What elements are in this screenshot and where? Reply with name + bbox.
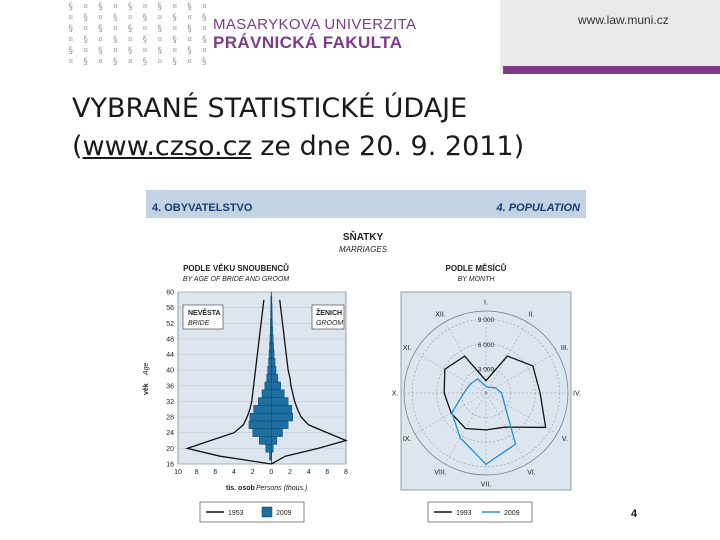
pyramid-bar-groom-2009 bbox=[271, 437, 277, 445]
pyramid-y-tick-label: 52 bbox=[166, 320, 174, 328]
pyramid-bar-groom-2009 bbox=[271, 382, 280, 390]
pyramid-y-tick-label: 20 bbox=[166, 445, 174, 453]
pyramid-bar-bride-2009 bbox=[262, 390, 271, 398]
pyramid-bar-bride-2009 bbox=[265, 382, 272, 390]
pyramid-bar-groom-2009 bbox=[271, 327, 272, 335]
pyramid-x-tick-label: 8 bbox=[194, 469, 199, 476]
pyramid-y-tick-label: 44 bbox=[166, 352, 174, 360]
pyramid-y-tick-label: 60 bbox=[166, 289, 174, 297]
pyramid-legend-1953: 1953 bbox=[228, 510, 244, 517]
header-accent-bar bbox=[503, 66, 720, 74]
bride-label-en: BRIDE bbox=[188, 320, 210, 327]
pyramid-y-tick-label: 56 bbox=[166, 305, 174, 313]
pyramid-bar-bride-2009 bbox=[269, 351, 271, 359]
pyramid-bar-groom-2009 bbox=[271, 343, 273, 351]
pyramid-x-tick-label: 2 bbox=[288, 469, 292, 476]
czso-link[interactable]: www.czso.cz bbox=[82, 131, 252, 162]
title-date: ze dne 20. 9. 2011) bbox=[251, 131, 525, 162]
pyramid-x-tick-label: 6 bbox=[213, 469, 218, 476]
title-paren: ( bbox=[72, 131, 83, 162]
pyramid-bar-groom-2009 bbox=[271, 429, 282, 437]
pyramid-bar-groom-2009 bbox=[271, 296, 272, 304]
pyramid-x-tick-label: 2 bbox=[250, 469, 255, 476]
radar-month-label: VIII. bbox=[434, 469, 447, 477]
page-number: 4 bbox=[631, 508, 638, 520]
pyramid-y-tick-label: 36 bbox=[166, 383, 174, 391]
university-name: MASARYKOVA UNIVERZITA bbox=[213, 16, 417, 33]
slide-title bbox=[72, 90, 524, 166]
pyramid-bar-bride-2009 bbox=[270, 335, 271, 343]
pyramid-bar-bride-2009 bbox=[259, 437, 271, 445]
pyramid-bar-groom-2009 bbox=[271, 358, 275, 366]
pyramid-bar-bride-2009 bbox=[253, 429, 272, 437]
radar-month-label: X. bbox=[391, 390, 399, 398]
pyramid-bar-bride-2009 bbox=[266, 444, 272, 452]
university-logo-icon: § ¤ § ¤ § ¤ § ¤ ¤ § ¤ § ¤ § ¤ § § ¤ § ¤ § ¤ § ¤ ¤ § ¤ § ¤ § ¤ § § ¤ § ¤ § ¤ § ¤ ¤ § ¤ § ¤ § ¤ § bbox=[68, 2, 180, 67]
section-left-label: 4. OBYVATELSTVO bbox=[152, 202, 253, 214]
site-url[interactable]: www.law.muni.cz bbox=[578, 13, 669, 27]
pyramid-bar-groom-2009 bbox=[271, 304, 272, 312]
section-right-label: 4. POPULATION bbox=[496, 202, 580, 214]
pyramid-xlabel: tis. osob bbox=[226, 485, 255, 492]
radar-month-label: II. bbox=[528, 311, 535, 319]
figure-subtitle: MARRIAGES bbox=[338, 245, 388, 254]
pyramid-x-tick-label: 10 bbox=[174, 469, 182, 476]
groom-label: ŽENICH bbox=[316, 310, 343, 317]
figure-title: SŇATKY bbox=[342, 232, 384, 243]
bride-label: NEVĚSTA bbox=[188, 310, 221, 317]
marriages-figure bbox=[143, 190, 586, 540]
pyramid-bar-groom-2009 bbox=[271, 413, 292, 421]
groom-label-en: GROOM bbox=[316, 320, 344, 327]
pyramid-ylabel: věk bbox=[143, 383, 150, 395]
pyramid-y-tick-label: 16 bbox=[166, 461, 174, 469]
pyramid-bar-bride-2009 bbox=[269, 358, 272, 366]
pyramid-bar-bride-2009 bbox=[269, 452, 271, 460]
radar-month-label: VI. bbox=[527, 469, 536, 477]
pyramid-subtitle: BY AGE OF BRIDE AND GROOM bbox=[182, 276, 290, 283]
radar-legend-2009: 2009 bbox=[504, 510, 520, 517]
pyramid-bar-bride-2009 bbox=[254, 405, 272, 413]
pyramid-bar-groom-2009 bbox=[271, 366, 276, 374]
pyramid-y-tick-label: 48 bbox=[166, 336, 174, 344]
radar-month-label: III. bbox=[560, 345, 569, 352]
pyramid-bar-groom-2009 bbox=[271, 335, 273, 343]
faculty-name: PRÁVNICKÁ FAKULTA bbox=[213, 33, 403, 52]
radar-month-label: VII. bbox=[480, 481, 492, 489]
pyramid-bar-groom-2009 bbox=[271, 444, 273, 452]
pyramid-bar-groom-2009 bbox=[271, 398, 288, 406]
pyramid-bar-groom-2009 bbox=[271, 421, 288, 429]
pyramid-x-tick-label: 0 bbox=[269, 469, 274, 476]
pyramid-x-tick-label: 4 bbox=[306, 469, 311, 476]
radar-month-label: V. bbox=[561, 436, 568, 443]
radar-month-label: IV. bbox=[573, 390, 581, 398]
pyramid-y-tick-label: 28 bbox=[166, 414, 174, 422]
pyramid-bar-bride-2009 bbox=[269, 343, 271, 351]
pyramid-xlabel-en: Persons (thous.) bbox=[256, 485, 308, 492]
slide-title-line1: VYBRANÉ STATISTICKÉ ÚDAJE bbox=[72, 93, 468, 124]
pyramid-y-tick-label: 24 bbox=[166, 430, 174, 438]
pyramid-bar-bride-2009 bbox=[250, 413, 271, 421]
radar-subtitle: BY MONTH bbox=[457, 276, 495, 283]
pyramid-bar-groom-2009 bbox=[271, 405, 292, 413]
radar-ring-label: 3 000 bbox=[477, 366, 495, 374]
radar-month-label: XII. bbox=[435, 311, 446, 319]
radar-month-label: IX. bbox=[402, 436, 412, 443]
radar-ring-label: 6 000 bbox=[477, 341, 495, 349]
pyramid-x-tick-label: 6 bbox=[325, 469, 330, 476]
radar-ring-label: 9 000 bbox=[477, 317, 495, 325]
pyramid-bar-bride-2009 bbox=[249, 421, 271, 429]
pyramid-ylabel-en: Age bbox=[143, 362, 150, 375]
legend-2009-swatch bbox=[262, 507, 272, 517]
radar-month-label: I. bbox=[484, 299, 488, 307]
pyramid-bar-groom-2009 bbox=[271, 312, 272, 320]
radar-month-label: XI. bbox=[402, 345, 412, 352]
pyramid-bar-bride-2009 bbox=[267, 374, 272, 382]
pyramid-bar-bride-2009 bbox=[258, 398, 271, 406]
pyramid-bar-groom-2009 bbox=[271, 390, 284, 398]
radar-title: PODLE MĚSÍCŮ bbox=[445, 264, 507, 273]
pyramid-legend-2009: 2009 bbox=[276, 510, 292, 517]
pyramid-x-tick-label: 8 bbox=[344, 469, 348, 476]
pyramid-bar-groom-2009 bbox=[271, 351, 274, 359]
pyramid-x-tick-label: 4 bbox=[232, 469, 236, 476]
radar-legend-1993: 1993 bbox=[456, 510, 472, 517]
pyramid-y-tick-label: 40 bbox=[166, 367, 174, 375]
pyramid-title: PODLE VĚKU SNOUBENCŮ bbox=[183, 264, 289, 273]
pyramid-bar-groom-2009 bbox=[271, 319, 272, 327]
pyramid-bar-bride-2009 bbox=[268, 366, 272, 374]
pyramid-bar-groom-2009 bbox=[271, 374, 278, 382]
pyramid-y-tick-label: 32 bbox=[166, 398, 174, 406]
slide-title-line2 bbox=[72, 128, 524, 166]
